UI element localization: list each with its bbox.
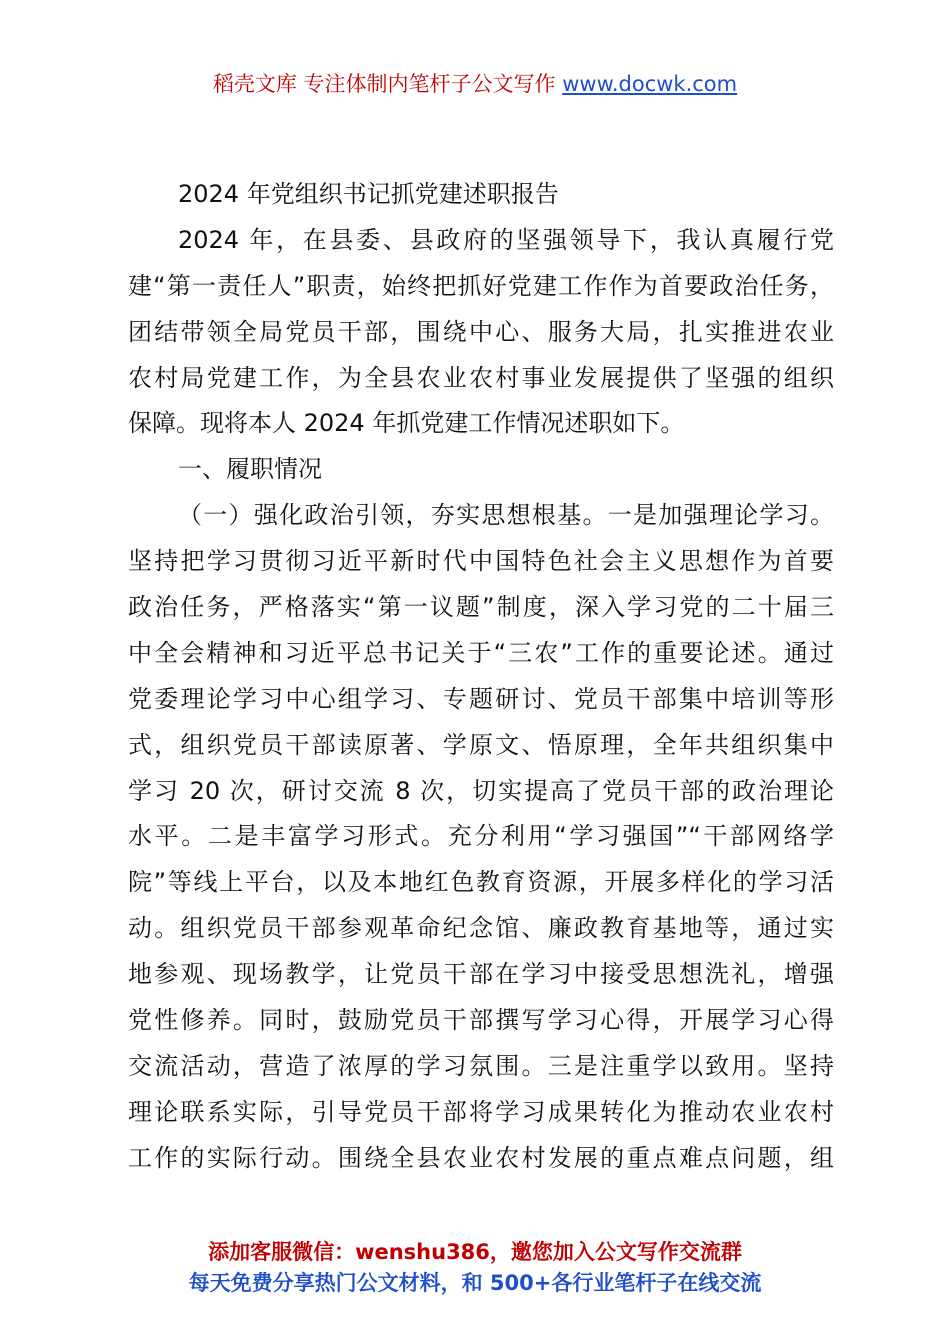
footer-share-promo: 每天免费分享热门公文材料，和 500+各行业笔杆子在线交流 [188, 1271, 762, 1295]
header-url-link[interactable]: www.docwk.com [562, 72, 738, 96]
text-line: 党性修养。同时，鼓励党员干部撰写学习心得，开展学习心得 [128, 1006, 834, 1035]
text-line: 中全会精神和习近平总书记关于“三农”工作的重要论述。通过 [128, 638, 834, 667]
document-title: 2024 年党组织书记抓党建述职报告 [178, 180, 559, 208]
text-line: 2024 年，在县委、县政府的坚强领导下，我认真履行党 [178, 225, 834, 254]
document-body [128, 172, 834, 1182]
text-line: 保障。现将本人 2024 年抓党建工作情况述职如下。 [128, 409, 685, 438]
text-line: 地参观、现场教学，让党员干部在学习中接受思想洗礼，增强 [128, 960, 834, 989]
page-header [0, 68, 950, 100]
header-brand-text: 稻壳文库 专注体制内笔杆子公文写作 [212, 72, 556, 96]
section-heading: 一、履职情况 [178, 455, 322, 484]
text-line: 团结带领全局党员干部，围绕中心、服务大局，扎实推进农业 [128, 317, 834, 346]
text-line: 理论联系实际，引导党员干部将学习成果转化为推动农业农村 [128, 1097, 834, 1126]
text-line: 党委理论学习中心组学习、专题研讨、党员干部集中培训等形 [128, 684, 834, 713]
text-line: 坚持把学习贯彻习近平新时代中国特色社会主义思想作为首要 [128, 547, 834, 576]
text-line: 院”等线上平台，以及本地红色教育资源，开展多样化的学习活 [128, 868, 834, 897]
footer-wechat-promo: 添加客服微信：wenshu386，邀您加入公文写作交流群 [208, 1240, 742, 1264]
text-line: 建“第一责任人”职责，始终把抓好党建工作作为首要政治任务， [128, 271, 834, 300]
text-line: 水平。二是丰富学习形式。充分利用“学习强国”“干部网络学 [128, 822, 834, 851]
text-line: 工作的实际行动。围绕全县农业农村发展的重点难点问题，组 [128, 1143, 834, 1172]
text-line: 农村局党建工作，为全县农业农村事业发展提供了坚强的组织 [128, 363, 834, 392]
text-line: 动。组织党员干部参观革命纪念馆、廉政教育基地等，通过实 [128, 914, 834, 943]
text-line: 政治任务，严格落实“第一议题”制度，深入学习党的二十届三 [128, 593, 834, 622]
text-line: （一）强化政治引领，夯实思想根基。一是加强理论学习。 [178, 501, 834, 530]
text-line: 式，组织党员干部读原著、学原文、悟原理，全年共组织集中 [128, 730, 834, 759]
text-line: 学习 20 次，研讨交流 8 次，切实提高了党员干部的政治理论 [128, 776, 834, 805]
text-line: 交流活动，营造了浓厚的学习氛围。三是注重学以致用。坚持 [128, 1051, 834, 1080]
